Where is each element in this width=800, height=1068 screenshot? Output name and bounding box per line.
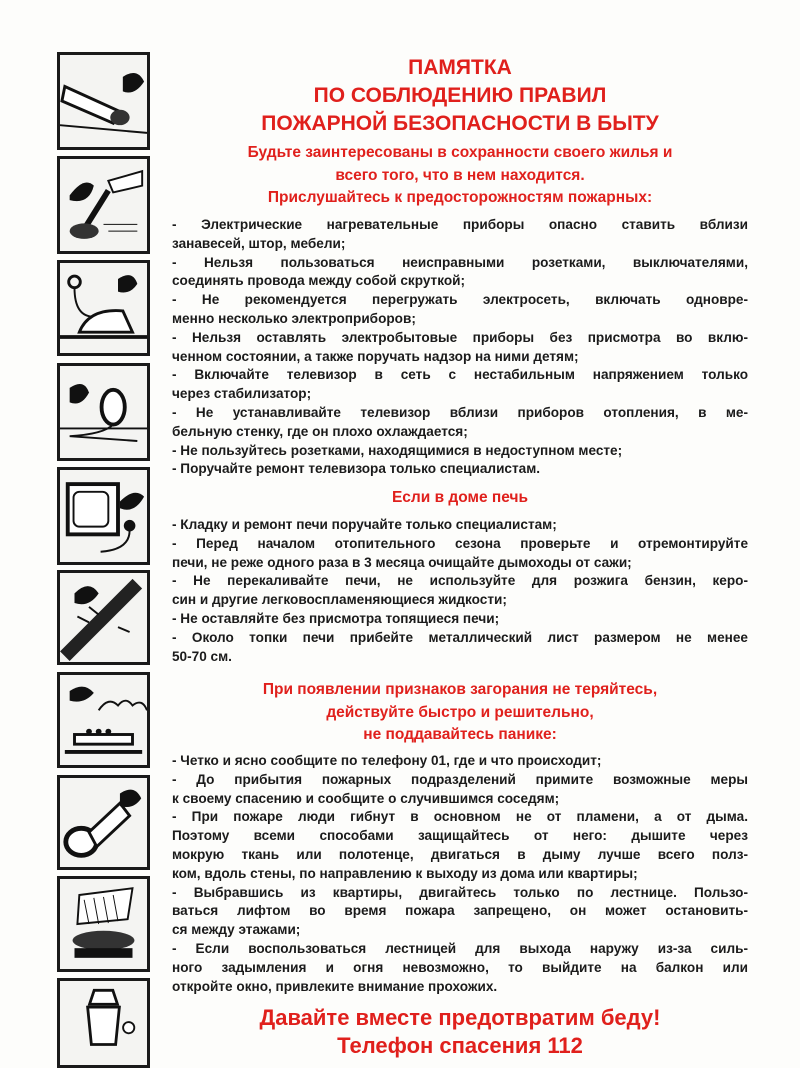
text-line: ся между этажами; (172, 922, 301, 938)
text-line: - Не перекаливайте печи, не используйте для розжига бензин, керо- (172, 573, 748, 589)
footer-slogan: Давайте вместе предотвратим беду! (259, 1005, 661, 1030)
text-line: - До прибытия пожарных подразделений примите возможные меры (172, 771, 748, 787)
text-line: менно несколько электроприборов; (172, 310, 416, 326)
text-line: ваться лифтом во время пожара запрещено, он может остановить- (172, 903, 748, 919)
heading-line: При появлении признаков загорания не теряйтесь, (262, 681, 658, 698)
section1-list (172, 216, 748, 479)
text-line: - Не пользуйтесь розетками, находящимися в недоступном месте; (172, 442, 623, 458)
title-line: ПОЖАРНОЙ БЕЗОПАСНОСТИ В БЫТУ (261, 112, 659, 135)
text-line: - Нельзя оставлять электробытовые приборы без присмотра во вклю- (172, 329, 748, 345)
fireplace-icon (57, 876, 150, 972)
gas-stove-icon (57, 672, 150, 768)
kerosene-lamp-icon (57, 978, 150, 1068)
text-line: - Не оставляйте без присмотра топящиеся печи; (172, 610, 500, 626)
section3-heading (172, 679, 748, 747)
section2-heading: Если в доме печь (391, 489, 529, 506)
iron-icon (57, 260, 150, 356)
rescue-phone: Телефон спасения 112 (337, 1033, 583, 1058)
text-line: - Выбравшись из квартиры, двигайтесь только по лестнице. Пользо- (172, 884, 748, 900)
text-line: - Перед началом отопительного сезона проверьте и отремонтируйте (172, 535, 748, 551)
text-line: соединять провода между собой скруткой; (172, 273, 466, 289)
heading-line: действуйте быстро и решительно, (326, 703, 594, 721)
footer (172, 1004, 748, 1060)
text-line: - Не рекомендуется перегружать электросеть, включать одновре- (172, 292, 748, 308)
text-line: печи, не реже одного раза в 3 месяца очищайте дымоходы от сажи; (172, 554, 632, 570)
page-title (172, 54, 748, 138)
firewood-icon (57, 570, 150, 665)
section3-list (172, 752, 748, 996)
text-line: - Электрические нагревательные приборы опасно ставить вблизи (172, 217, 748, 232)
text-line: - Не устанавливайте телевизор вблизи приборов отопления, в ме- (172, 404, 748, 420)
television-icon (57, 467, 150, 565)
text-line: ком, вдоль стены, по направлению к выходу из дома или квартиры; (172, 865, 638, 881)
cigarette-icon (57, 52, 150, 150)
text-line: занавесей, штор, мебели; (172, 235, 346, 251)
text-line: откройте окно, привлеките внимание прохожих. (172, 978, 498, 994)
text-line: 50-70 см. (172, 648, 232, 664)
text-line: - Около топки печи прибейте металлический лист размером не менее (172, 629, 748, 645)
text-line: - Четко и ясно сообщите по телефону 01, где и что происходит; (172, 753, 602, 768)
text-line: ного задымления и огня невозможно, то выйдите на балкон или (172, 959, 748, 975)
spilled-liquid-icon (57, 363, 150, 461)
text-line: через стабилизатор; (172, 386, 312, 402)
text-line: - Если воспользоваться лестницей для выхода наружу из-за силь- (172, 940, 748, 956)
title-line: ПО СОБЛЮДЕНИЮ ПРАВИЛ (313, 84, 607, 107)
title-line: ПАМЯТКА (408, 56, 512, 79)
text-line: Поэтому всеми способами защищайтесь от него: дышите через (172, 828, 748, 844)
heading-line: не поддавайтесь панике: (363, 726, 557, 743)
text-line: син и другие легковоспламеняющиеся жидкости; (172, 592, 507, 608)
text-line: - Включайте телевизор в сеть с нестабильным напряжением только (172, 367, 748, 383)
text-line: - При пожаре люди гибнут в основном не от пламени, а от дыма. (172, 809, 748, 825)
intro (172, 142, 748, 210)
text-line: бельную стенку, где он плохо охлаждается; (172, 423, 468, 439)
text-line: ченном состоянии, а также поручать надзор на ними детям; (172, 348, 579, 364)
intro-line: Прислушайтесь к предосторожностям пожарных: (267, 189, 653, 206)
intro-line: Будьте заинтересованы в сохранности своего жилья и (247, 144, 673, 161)
text-line: - Нельзя пользоваться неисправными розетками, выключателями, (172, 254, 748, 270)
match-fire-icon (57, 156, 150, 254)
text-line: - Кладку и ремонт печи поручайте только специалистам; (172, 517, 557, 532)
text-line: мокрую ткань или полотенце, двигаться в дыму лучше всего полз- (172, 846, 748, 862)
lamp-icon (57, 775, 150, 870)
section2-list (172, 516, 748, 666)
text-line: - Поручайте ремонт телевизора только специалистам. (172, 461, 541, 477)
text-line: к своему спасению и сообщите о случившимся соседям; (172, 790, 560, 806)
intro-line: всего того, что в нем находится. (335, 166, 585, 184)
